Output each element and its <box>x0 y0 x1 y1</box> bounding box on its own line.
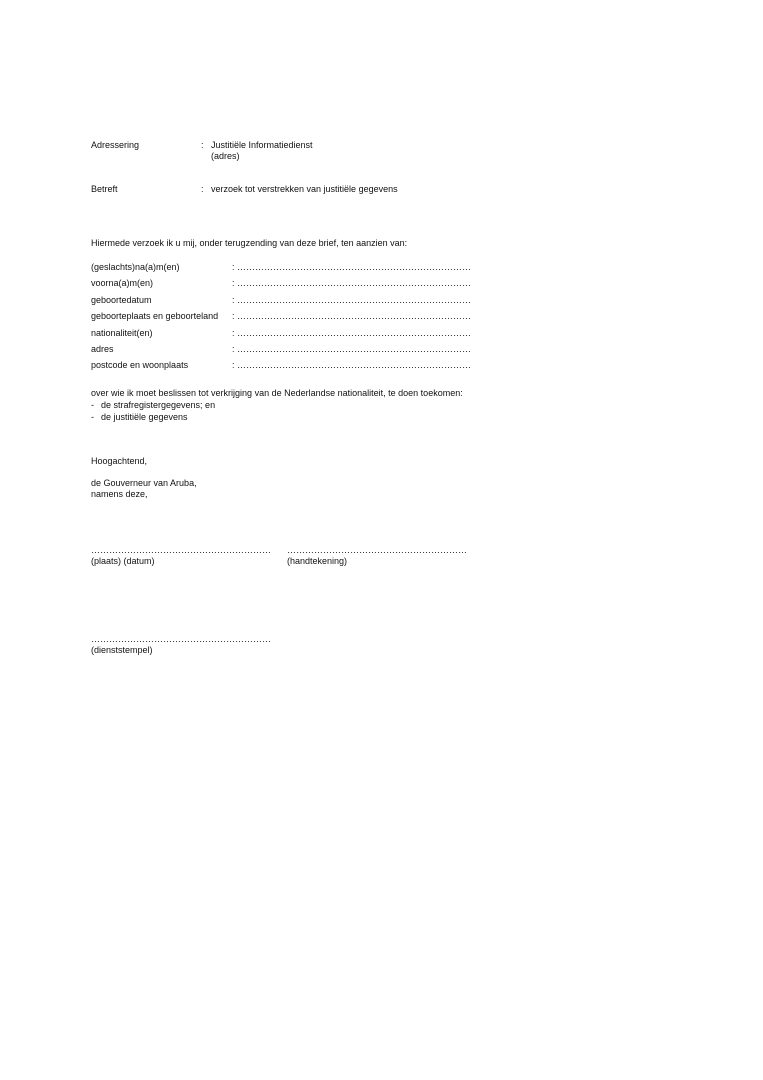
purpose-text: over wie ik moet beslissen tot verkrijging van de Nederlandse nationaliteit, te doen toekomen: <box>91 388 463 398</box>
field-label-geboortedatum: geboortedatum <box>91 295 152 305</box>
stamp-dots: …………………………………………………… <box>91 634 271 644</box>
intro-text: Hiermede verzoek ik u mij, onder terugzending van deze brief, ten aanzien van: <box>91 238 408 248</box>
field-label-voornamen: voorna(a)m(en) <box>91 278 154 288</box>
field-dots-geboorteplaats: : …………………………………………………………………… <box>232 311 472 321</box>
field-dots-nationaliteit: : …………………………………………………………………… <box>232 328 472 338</box>
field-dots-postcode-woonplaats: : …………………………………………………………………… <box>232 360 472 370</box>
adressering-value-line1: Justitiële Informatiedienst <box>211 140 313 150</box>
betreft-value: verzoek tot verstrekken van justitiële gegevens <box>211 184 398 194</box>
adressering-colon: : <box>201 140 204 150</box>
field-dots-voornamen: : …………………………………………………………………… <box>232 278 472 288</box>
bullet-text-2: de justitiële gegevens <box>101 412 188 422</box>
closing-sender-line1: de Gouverneur van Aruba, <box>91 478 197 488</box>
bullet-dash-1: - <box>91 400 94 410</box>
stamp-label: (dienststempel) <box>91 645 153 655</box>
betreft-colon: : <box>201 184 204 194</box>
field-label-geboorteplaats: geboorteplaats en geboorteland <box>91 311 219 321</box>
field-dots-geboortedatum: : …………………………………………………………………… <box>232 295 472 305</box>
field-dots-adres: : …………………………………………………………………… <box>232 344 472 354</box>
closing-sender-line2: namens deze, <box>91 489 148 499</box>
bullet-dash-2: - <box>91 412 94 422</box>
place-date-dots: …………………………………………………… <box>91 545 271 555</box>
handtekening-label: (handtekening) <box>287 556 348 566</box>
field-label-adres: adres <box>91 344 114 354</box>
field-label-geslachtsnaam: (geslachts)na(a)m(en) <box>91 262 180 272</box>
betreft-label: Betreft <box>91 184 118 194</box>
adressering-label: Adressering <box>91 140 140 150</box>
handtekening-dots: …………………………………………………… <box>287 545 467 555</box>
field-dots-geslachtsnaam: : …………………………………………………………………… <box>232 262 472 272</box>
field-label-nationaliteit: nationaliteit(en) <box>91 328 153 338</box>
field-label-postcode-woonplaats: postcode en woonplaats <box>91 360 189 370</box>
place-date-label: (plaats) (datum) <box>91 556 155 566</box>
adressering-value-line2: (adres) <box>211 151 240 161</box>
bullet-text-1: de strafregistergegevens; en <box>101 400 216 410</box>
closing-greeting: Hoogachtend, <box>91 456 148 466</box>
